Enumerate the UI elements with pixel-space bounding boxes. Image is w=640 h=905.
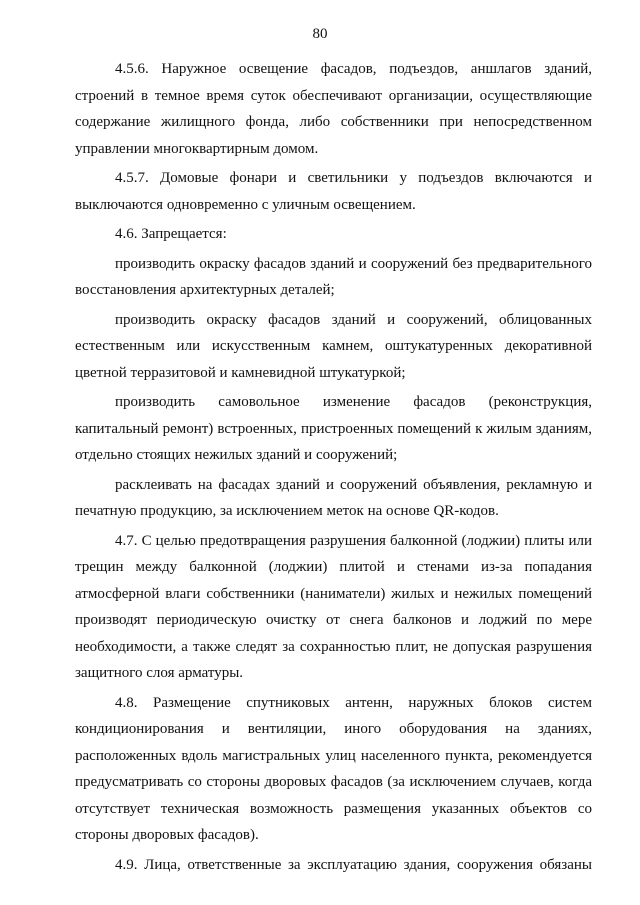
prohibition-item-4: расклеивать на фасадах зданий и сооружений объявления, рекламную и печатную продукцию, за исключением меток на основе QR-кодов.: [75, 476, 592, 519]
prohibition-item-2: производить окраску фасадов зданий и сооружений, облицованных естественным или искусственным камнем, оштукатуренных декоративной цветной терразитовой и камневидной штукатуркой;: [75, 311, 592, 381]
document-body: [75, 56, 592, 878]
prohibition-item-3: производить самовольное изменение фасадов (реконструкция, капитальный ремонт) встроенных, пристроенных помещений к жилым зданиям, отдельно стоящих нежилых зданий и сооружений;: [75, 394, 592, 463]
prohibition-item-1: производить окраску фасадов зданий и сооружений без предварительного восстановления архитектурных деталей;: [75, 255, 592, 298]
paragraph-4-5-7: 4.5.7. Домовые фонари и светильники у подъездов включаются и выключаются одновременно с уличным освещением.: [75, 170, 592, 213]
paragraph-4-7: 4.7. С целью предотвращения разрушения балконной (лоджии) плиты или трещин между балконной (лоджии) плитой и стенами из-за попадания атмосферной влаги собственники (наниматели) жилых и нежилых помещений производят периодическую очистку от снега балконов и лоджий по мере необходимости, а также следят за сохранностью плит, не допуская разрушения защитного слоя арматуры.: [75, 532, 592, 681]
page-number: 80: [312, 26, 328, 42]
paragraph-4-6-heading: 4.6. Запрещается:: [115, 226, 227, 242]
paragraph-4-9: 4.9. Лица, ответственные за эксплуатацию здания, сооружения обязаны: [115, 856, 592, 873]
paragraph-4-8: 4.8. Размещение спутниковых антенн, наружных блоков систем кондиционирования и вентиляции, иного оборудования на зданиях, расположенных вдоль магистральных улиц населенного пункта, рекомендуется предусматривать со стороны дворовых фасадов (за исключением случаев, когда отсутствует техническая возможность размещения указанных объектов со стороны дворовых фасадов).: [75, 694, 592, 843]
paragraph-4-5-6: 4.5.6. Наружное освещение фасадов, подъездов, аншлагов зданий, строений в темное время суток обеспечивают организации, осуществляющие содержание жилищного фонда, либо собственники при непосредственном управлении многоквартирным домом.: [75, 61, 592, 157]
